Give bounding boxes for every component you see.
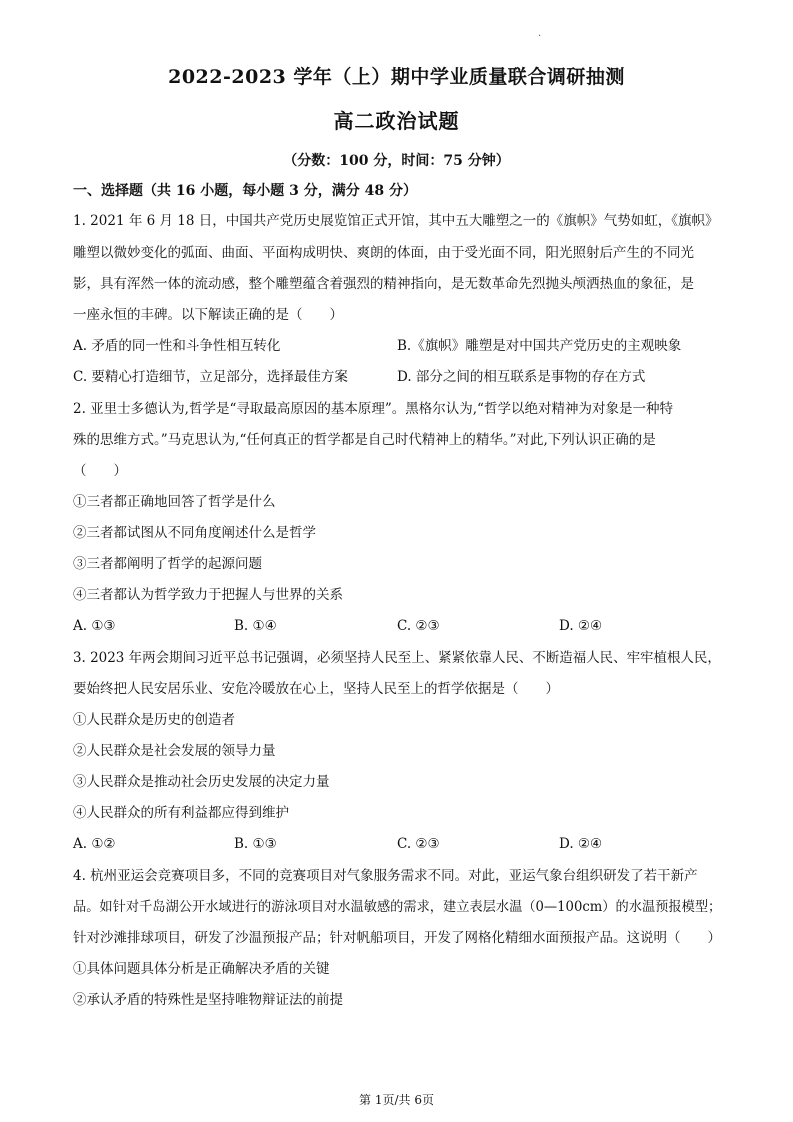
q4-statement: ①具体问题具体分析是正确解决矛盾的关键: [73, 961, 330, 977]
q1-line: 雕塑以微妙变化的弧面、曲面、平面构成明快、爽朗的体面，由于受光面不同，阳光照射后产生的不同光: [73, 245, 694, 261]
q3-statement: ③人民群众是推动社会历史发展的决定力量: [73, 774, 330, 790]
q2-option-b: B. ①④: [234, 618, 277, 634]
page-number: 第 1页/共 6页: [359, 1093, 434, 1107]
q3-statement: ④人民群众的所有利益都应得到维护: [73, 805, 289, 821]
q2-statement: ③三者都阐明了哲学的起源问题: [73, 556, 262, 572]
q1-line: 影，具有浑然一体的流动感，整个雕塑蕴含着强烈的精神指向，是无数革命先烈抛头颅洒热血的象征，是: [73, 276, 694, 292]
q2-statement: ④三者都认为哲学致力于把握人与世界的关系: [73, 587, 343, 603]
q1-option-a: A. 矛盾的同一性和斗争性相互转化: [73, 338, 281, 354]
exam-subtitle: 高二政治试题: [333, 109, 460, 133]
q2-statement: ②三者都试图从不同角度阐述什么是哲学: [73, 525, 316, 541]
q1-option-c: C. 要精心打造细节，立足部分，选择最佳方案: [73, 369, 348, 385]
q1-option-b: B.《旗帜》雕塑是对中国共产党历史的主观映象: [397, 338, 682, 354]
q3-statement: ②人民群众是社会发展的领导力量: [73, 743, 276, 759]
q2-line: （ ）: [73, 463, 127, 479]
q1-line: 1. 2021 年 6 月 18 日，中国共产党历史展览馆正式开馆，其中五大雕塑之一的《旗帜》气势如虹，《旗帜》: [73, 213, 719, 229]
q2-option-a: A. ①③: [73, 618, 116, 634]
q3-option-b: B. ①③: [234, 836, 277, 852]
q4-statement: ②承认矛盾的特殊性是坚持唯物辩证法的前提: [73, 992, 343, 1008]
q3-option-a: A. ①②: [73, 836, 116, 852]
q2-option-c: C. ②③: [397, 618, 440, 634]
section-heading: 一、选择题（共 16 小题，每小题 3 分，满分 48 分）: [73, 183, 417, 199]
exam-info: （分数：100 分，时间：75 分钟）: [283, 153, 510, 169]
q2-option-d: D. ②④: [559, 618, 603, 634]
q1-line: 一座永恒的丰碑。以下解读正确的是（ ）: [73, 307, 343, 323]
q3-line: 要始终把人民安居乐业、安危冷暖放在心上，坚持人民至上的哲学依据是（ ）: [73, 681, 559, 697]
q3-line: 3. 2023 年两会期间习近平总书记强调，必须坚持人民至上、紧紧依靠人民、不断造福人民、牢牢植根人民，: [73, 650, 721, 666]
corner-mark: .: [538, 28, 542, 39]
q2-line: 殊的思维方式。”马克思认为,“任何真正的哲学都是自己时代精神上的精华。”对此,下列认识正确的是: [73, 432, 656, 448]
q3-option-d: D. ②④: [559, 836, 603, 852]
q3-option-c: C. ②③: [397, 836, 440, 852]
q4-line: 针对沙滩排球项目，研发了沙温预报产品；针对帆船项目，开发了网格化精细水面预报产品。这说明（ ）: [73, 930, 721, 946]
q2-line: 2. 亚里士多德认为,哲学是“寻取最高原因的基本原理”。黑格尔认为,“哲学以绝对精神为对象是一种特: [73, 401, 673, 417]
q4-line: 4. 杭州亚运会竞赛项目多，不同的竞赛项目对气象服务需求不同。对此，亚运气象台组织研发了若干新产: [73, 868, 698, 884]
exam-title: 2022-2023 学年（上）期中学业质量联合调研抽测: [168, 66, 625, 88]
q2-statement: ①三者都正确地回答了哲学是什么: [73, 494, 276, 510]
q1-option-d: D. 部分之间的相互联系是事物的存在方式: [397, 369, 646, 385]
q3-statement: ①人民群众是历史的创造者: [73, 712, 235, 728]
q4-line: 品。如针对千岛湖公开水域进行的游泳项目对水温敏感的需求，建立表层水温（0—100cm）的水温预报模型；: [73, 899, 722, 915]
